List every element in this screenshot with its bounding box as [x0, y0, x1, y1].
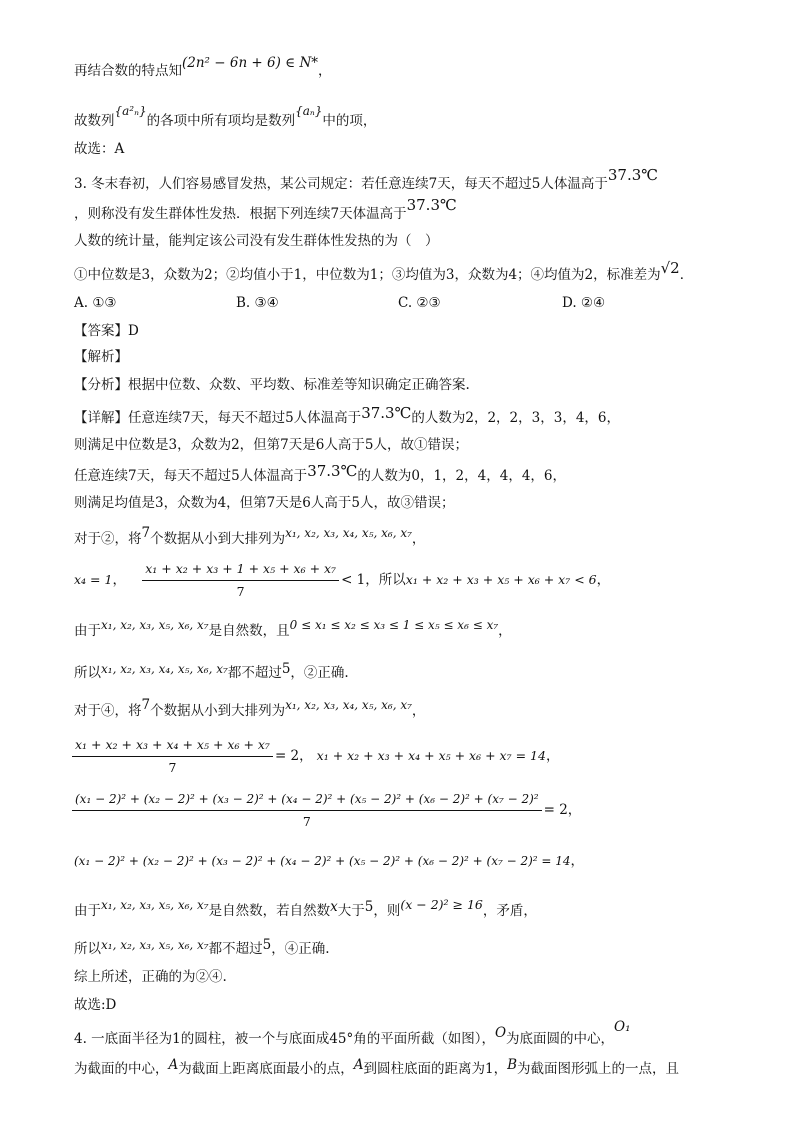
- text-line: [74, 55, 332, 80]
- math-variable: B: [507, 1057, 518, 1073]
- option-c: C. ②③: [398, 295, 441, 311]
- math-variable: x: [330, 899, 338, 915]
- math-number: 7: [141, 697, 151, 713]
- math-expression: = 2: [543, 802, 568, 818]
- detail-line: 则满足均值是3，众数为4，但第7天是6人高于5人，故③错误；: [74, 495, 455, 511]
- text: 都不超过: [208, 941, 263, 957]
- question-4-line: [74, 1019, 631, 1048]
- detail-line: [74, 697, 426, 720]
- final-choice: 故选:D: [74, 997, 117, 1013]
- text: ，: [570, 853, 585, 869]
- math-expression: 0 ≤ x₁ ≤ x₂ ≤ x₃ ≤ 1 ≤ x₅ ≤ x₆ ≤ x₇: [289, 618, 499, 632]
- temperature: 37.3℃: [307, 462, 358, 480]
- text: 3. 冬末春初，人们容易感冒发热，某公司规定：若任意连续7天，每天不超过5人体温高于: [74, 176, 608, 192]
- math-expression: x₁ + x₂ + x₃ + x₅ + x₆ + x₇ < 6: [405, 572, 597, 587]
- math-variable: O: [494, 1025, 507, 1041]
- text: 为底面圆的中心，: [506, 1031, 615, 1047]
- detail-line: [74, 525, 426, 548]
- text: ．: [679, 267, 694, 283]
- fraction: [142, 560, 339, 601]
- text: 【详解】任意连续7天，每天不超过5人体温高于: [74, 410, 362, 426]
- math-variable: O₁: [614, 1019, 631, 1035]
- math-expression: (2n² − 6n + 6) ∈ N*: [182, 55, 319, 71]
- text: ①中位数是3，众数为2；②均值小于1，中位数为1；③均值为3，众数为4；④均值为2，标准差为: [74, 267, 661, 283]
- text: ，: [596, 572, 611, 588]
- text: 所以: [74, 665, 101, 681]
- text: ，④正确.: [271, 941, 330, 957]
- math-line: [72, 736, 559, 777]
- temperature: 37.3℃: [361, 404, 412, 422]
- text: 所以: [74, 941, 101, 957]
- fraction-numerator: (x₁ − 2)² + (x₂ − 2)² + (x₃ − 2)² + (x₄ − 2)² + (x₅ − 2)² + (x₆ − 2)² + (x₇ − 2)²: [72, 790, 542, 811]
- question-3-line: [74, 196, 457, 223]
- option-a: A. ①③: [74, 295, 117, 311]
- temperature: 37.3℃: [406, 196, 457, 214]
- text: ，: [498, 623, 512, 639]
- text: ，: [318, 63, 332, 79]
- text: 再结合数的特点知: [74, 63, 182, 79]
- temperature: 37.3℃: [607, 166, 659, 184]
- math-number: 5: [281, 661, 291, 677]
- text: 为截面上距离底面最小的点，: [178, 1061, 354, 1077]
- text: 个数据从小到大排列为: [150, 531, 286, 547]
- text: ，: [411, 703, 426, 719]
- fraction-numerator: x₁ + x₂ + x₃ + 1 + x₅ + x₆ + x₇: [142, 560, 339, 581]
- text: 对于④，将: [74, 703, 142, 719]
- fraction-denominator: 7: [302, 814, 311, 829]
- option-d: D. ②④: [562, 295, 606, 311]
- text: ，则: [373, 903, 401, 919]
- analysis-summary: 【分析】根据中位数、众数、平均数、标准差等知识确定正确答案.: [74, 377, 470, 393]
- text: 故数列: [74, 113, 115, 129]
- question-3-line: 人数的统计量，能判定该公司没有发生群体性发热的为（ ）: [74, 233, 439, 249]
- text: 任意连续7天，每天不超过5人体温高于: [74, 468, 308, 484]
- text: 个数据从小到大排列为: [150, 703, 286, 719]
- detail-line: [74, 618, 512, 640]
- options-row: [74, 294, 714, 312]
- fraction: [72, 790, 542, 831]
- question-4-line: [74, 1057, 680, 1078]
- text: ，: [299, 748, 313, 764]
- detail-line: 则满足中位数是3，众数为2，但第7天是6人高于5人，故①错误；: [74, 437, 468, 453]
- math-variable: A: [353, 1057, 364, 1073]
- fraction-denominator: 7: [236, 584, 245, 599]
- option-b: B. ③④: [236, 295, 279, 311]
- answer-label: 【答案】D: [74, 323, 139, 339]
- math-number: 7: [141, 525, 151, 541]
- detail-line: [74, 661, 349, 682]
- math-line: [72, 790, 581, 831]
- math-expression: < 1: [341, 572, 366, 588]
- text: 中的项，: [322, 113, 377, 129]
- fraction-denominator: 7: [168, 760, 177, 775]
- text: 到圆柱底面的距离为1，: [363, 1061, 508, 1077]
- text-line: [74, 104, 377, 130]
- math-expression: {a²ₙ}: [114, 104, 147, 118]
- text: 是自然数，且: [208, 623, 290, 639]
- fraction-numerator: x₁ + x₂ + x₃ + x₄ + x₅ + x₆ + x₇: [72, 736, 273, 757]
- math-number: 5: [262, 937, 272, 953]
- text: 由于: [74, 623, 101, 639]
- conclusion: 综上所述，正确的为②④.: [74, 969, 227, 985]
- detail-line: [74, 937, 330, 958]
- text: ，: [567, 802, 582, 818]
- text: ，则称没有发生群体性发热．根据下列连续7天体温高于: [74, 206, 407, 222]
- text: ，②正确.: [290, 665, 349, 681]
- math-expression: x₁, x₂, x₃, x₄, x₅, x₆, x₇: [285, 698, 412, 712]
- text: 4. 一底面半径为1的圆柱，被一个与底面成45°角的平面所截（如图），: [74, 1031, 495, 1047]
- math-expression: {aₙ}: [295, 104, 323, 118]
- math-expression: = 2: [274, 748, 300, 764]
- text-line: 故选：A: [74, 141, 125, 157]
- math-expression: x₁, x₂, x₃, x₅, x₆, x₇: [101, 618, 209, 632]
- text: 为截面图形弧上的一点，且: [517, 1061, 680, 1077]
- detail-line: [74, 897, 537, 920]
- math-number: 5: [364, 899, 374, 915]
- math-line: [74, 560, 610, 601]
- text: ，: [112, 572, 126, 588]
- math-line: [74, 852, 584, 870]
- math-expression: x₁, x₂, x₃, x₄, x₅, x₆, x₇: [285, 526, 412, 540]
- math-expression: (x − 2)² ≥ 16: [400, 897, 483, 912]
- text: 的人数为2，2，2，3，3，4，6，: [411, 410, 620, 426]
- question-3-line: [74, 259, 694, 284]
- math-expression: x₁, x₂, x₃, x₅, x₆, x₇: [101, 898, 209, 912]
- text: 是自然数，若自然数: [208, 903, 331, 919]
- text: ，所以: [365, 572, 406, 588]
- math-expression: x₁, x₂, x₃, x₅, x₆, x₇: [101, 938, 209, 952]
- text: 由于: [74, 903, 101, 919]
- math-expression: x₁, x₂, x₃, x₄, x₅, x₆, x₇: [101, 662, 228, 676]
- detail-line: [74, 404, 620, 427]
- math-expression: x₄ = 1: [74, 572, 113, 587]
- text: 都不超过: [227, 665, 282, 681]
- question-3-line: [74, 166, 659, 193]
- text: 大于: [337, 903, 365, 919]
- fraction: [72, 736, 273, 777]
- text: 对于②，将: [74, 531, 142, 547]
- detail-line: [74, 462, 566, 485]
- text: ，矛盾，: [482, 903, 537, 919]
- analysis-heading: 【解析】: [74, 349, 128, 365]
- text: ，: [545, 748, 560, 764]
- text: 为截面的中心，: [74, 1061, 169, 1077]
- text: ，: [411, 531, 426, 547]
- math-expression: (x₁ − 2)² + (x₂ − 2)² + (x₃ − 2)² + (x₄ − 2)² + (x₅ − 2)² + (x₆ − 2)² + (x₇ − 2)² = 14: [74, 854, 571, 868]
- math-variable: A: [168, 1057, 179, 1073]
- math-expression: x₁ + x₂ + x₃ + x₄ + x₅ + x₆ + x₇ = 14: [316, 748, 546, 763]
- text: 的各项中所有项均是数列: [146, 113, 296, 129]
- math-expression: √2: [660, 259, 680, 277]
- text: 的人数为0，1，2，4，4，4，6，: [357, 468, 566, 484]
